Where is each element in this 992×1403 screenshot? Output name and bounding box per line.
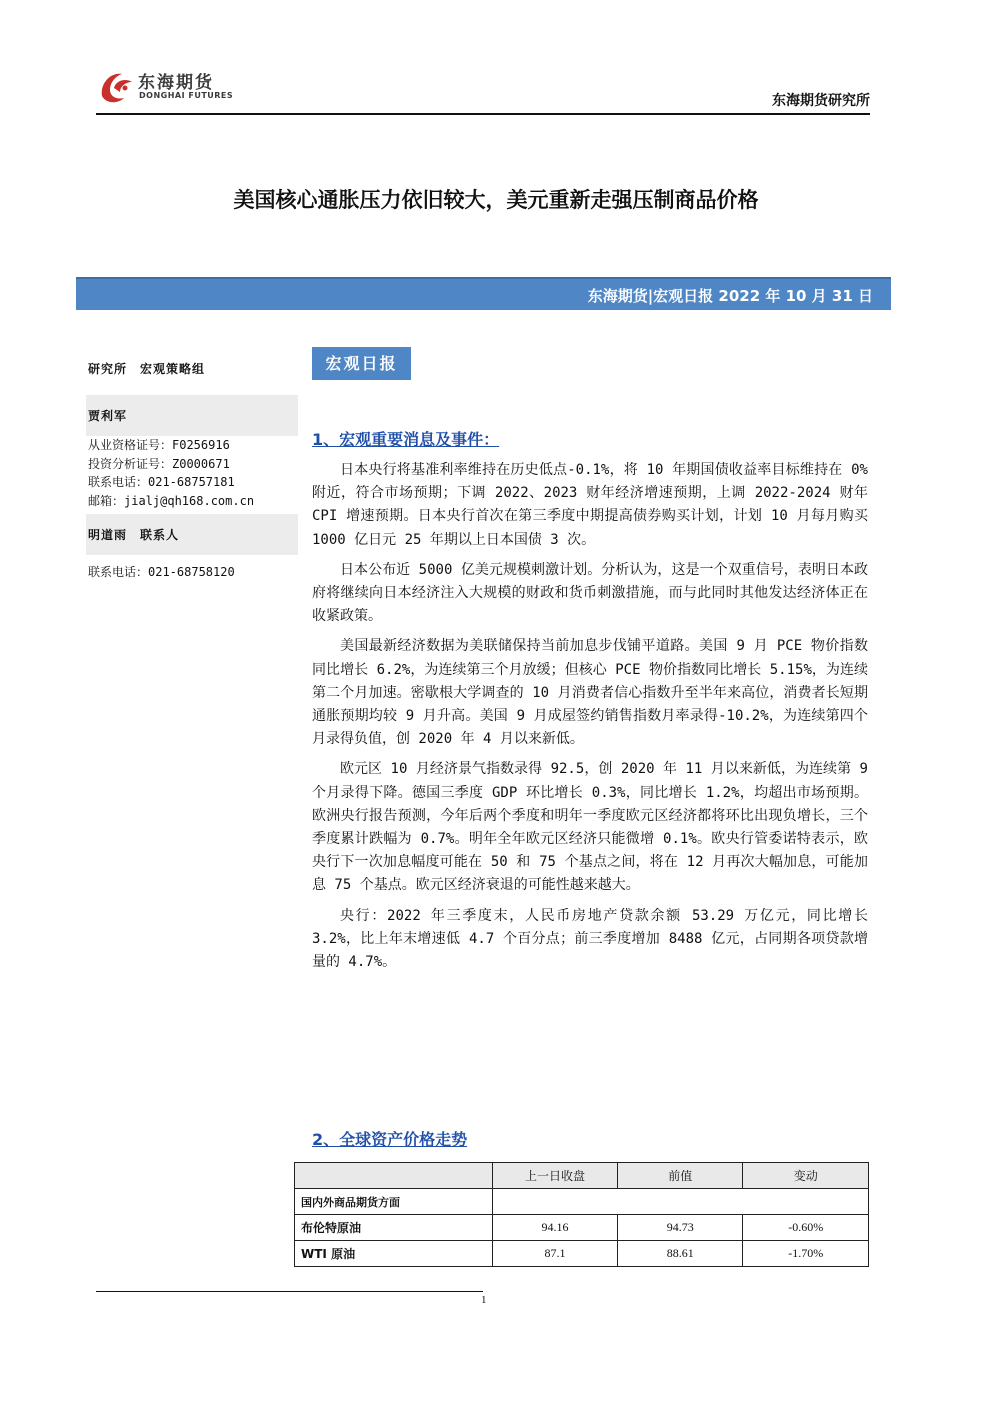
close-value: 94.16: [492, 1215, 617, 1241]
donghai-logo-icon: [96, 66, 136, 106]
paragraph: 央行：2022 年三季度末，人民币房地产贷款余额 53.29 万亿元，同比增长 3.2%，比上年末增速低 4.7 个百分点；前三季度增加 8488 亿元，占同期各项贷款增量的 4.7%。: [312, 907, 868, 971]
asset-name: WTI 原油: [295, 1241, 493, 1267]
table-header-cell: 上一日收盘: [492, 1163, 617, 1189]
footer-divider: [96, 1291, 483, 1292]
contact-phone: 联系电话：021-68758120: [88, 565, 235, 579]
section-1-title: 1、宏观重要消息及事件：: [312, 430, 500, 449]
section-2-title: 2、全球资产价格走势: [312, 1130, 468, 1149]
date-banner: [76, 277, 891, 310]
report-title: 美国核心通胀压力依旧较大，美元重新走强压制商品价格: [233, 188, 759, 212]
section-1-body: [312, 459, 868, 981]
table-header-cell: [295, 1163, 493, 1189]
change-value: -1.70%: [743, 1241, 869, 1267]
prev-value: 88.61: [618, 1241, 743, 1267]
analyst-name: 贾利军: [86, 395, 298, 436]
donghai-logo: [96, 66, 266, 110]
asset-name: 布伦特原油: [295, 1215, 493, 1241]
analyst-investment-no: 投资分析证号：Z0000671: [88, 456, 230, 471]
analyst-qualification-no: 从业资格证号：F0256916: [88, 438, 230, 452]
table-row: [295, 1241, 869, 1267]
logo-cn-text: 东海期货: [138, 73, 214, 93]
header-divider: [96, 113, 870, 115]
date-banner-text: 东海期货|宏观日报 2022 年 10 月 31 日: [587, 287, 873, 305]
paragraph: 欧元区 10 月经济景气指数录得 92.5，创 2020 年 11 月以来新低，为连续第 9 个月录得下降。德国三季度 GDP 环比增长 0.3%，同比增长 1.2%，均超出市场预期。欧洲央行报告预测，今年后两个季度和明年一季度欧元区经济都将环比出现负增长，三个季度累计跌幅为 0.7%。明年全年欧元区经济只能微增 0.1%。欧央行管委诺特表示，欧央行下一次加息幅度可能在 50 和 75 个基点之间，将在 12 月再次大幅加息，可能加息 75 个基点。欧元区经济衰退的可能性越来越大。: [312, 761, 868, 894]
table-header-cell: 变动: [743, 1163, 869, 1189]
analyst-sidebar: [86, 352, 298, 582]
contact-name: 明道雨 联系人: [86, 514, 298, 555]
table-header-row: [295, 1163, 869, 1189]
analyst-email[interactable]: 邮箱：jialj@qh168.com.cn: [88, 493, 255, 508]
table-header-cell: 前值: [618, 1163, 743, 1189]
table-row: [295, 1215, 869, 1241]
page-number: 1: [481, 1294, 487, 1306]
prev-value: 94.73: [618, 1215, 743, 1241]
institute-name: 东海期货研究所: [772, 93, 870, 109]
table-group-label: 国内外商品期货方面: [295, 1189, 493, 1215]
paragraph: 日本公布近 5000 亿美元规模刺激计划。分析认为，这是一个双重信号，表明日本政府将继续向日本经济注入大规模的财政和货币刺激措施，而与此同时其他发达经济体正在收紧政策。: [312, 561, 868, 625]
paragraph: 日本央行将基准利率维持在历史低点-0.1%，将 10 年期国债收益率目标维持在 0%附近，符合市场预期；下调 2022、2023 财年经济增速预期，上调 2022-2024 财年 CPI 增速预期。日本央行首次在第三季度中期提高债券购买计划，计划 10 月每月购买 1000 亿日元 25 年期以上日本国债 3 次。: [312, 462, 868, 548]
paragraph: 美国最新经济数据为美联储保持当前加息步伐铺平道路。美国 9 月 PCE 物价指数同比增长 6.2%，为连续第三个月放缓；但核心 PCE 物价指数同比增长 5.15%，为连续第二个月加速。密歇根大学调查的 10 月消费者信心指数升至半年来高位，消费者长短期通胀预期均较 9 月升高。美国 9 月成屋签约销售指数月率录得-10.2%，为连续第四个月录得负值，创 2020 年 4 月以来新低。: [312, 638, 868, 748]
logo-en-text: DONGHAI FUTURES: [139, 91, 234, 100]
close-value: 87.1: [492, 1241, 617, 1267]
table-group-row: [295, 1189, 869, 1215]
asset-price-table: [294, 1162, 869, 1267]
department-label: 研究所 宏观策略组: [88, 362, 206, 376]
report-type-tag: 宏观日报: [312, 347, 411, 380]
analyst-phone: 联系电话：021-68757181: [88, 475, 235, 489]
change-value: -0.60%: [743, 1215, 869, 1241]
